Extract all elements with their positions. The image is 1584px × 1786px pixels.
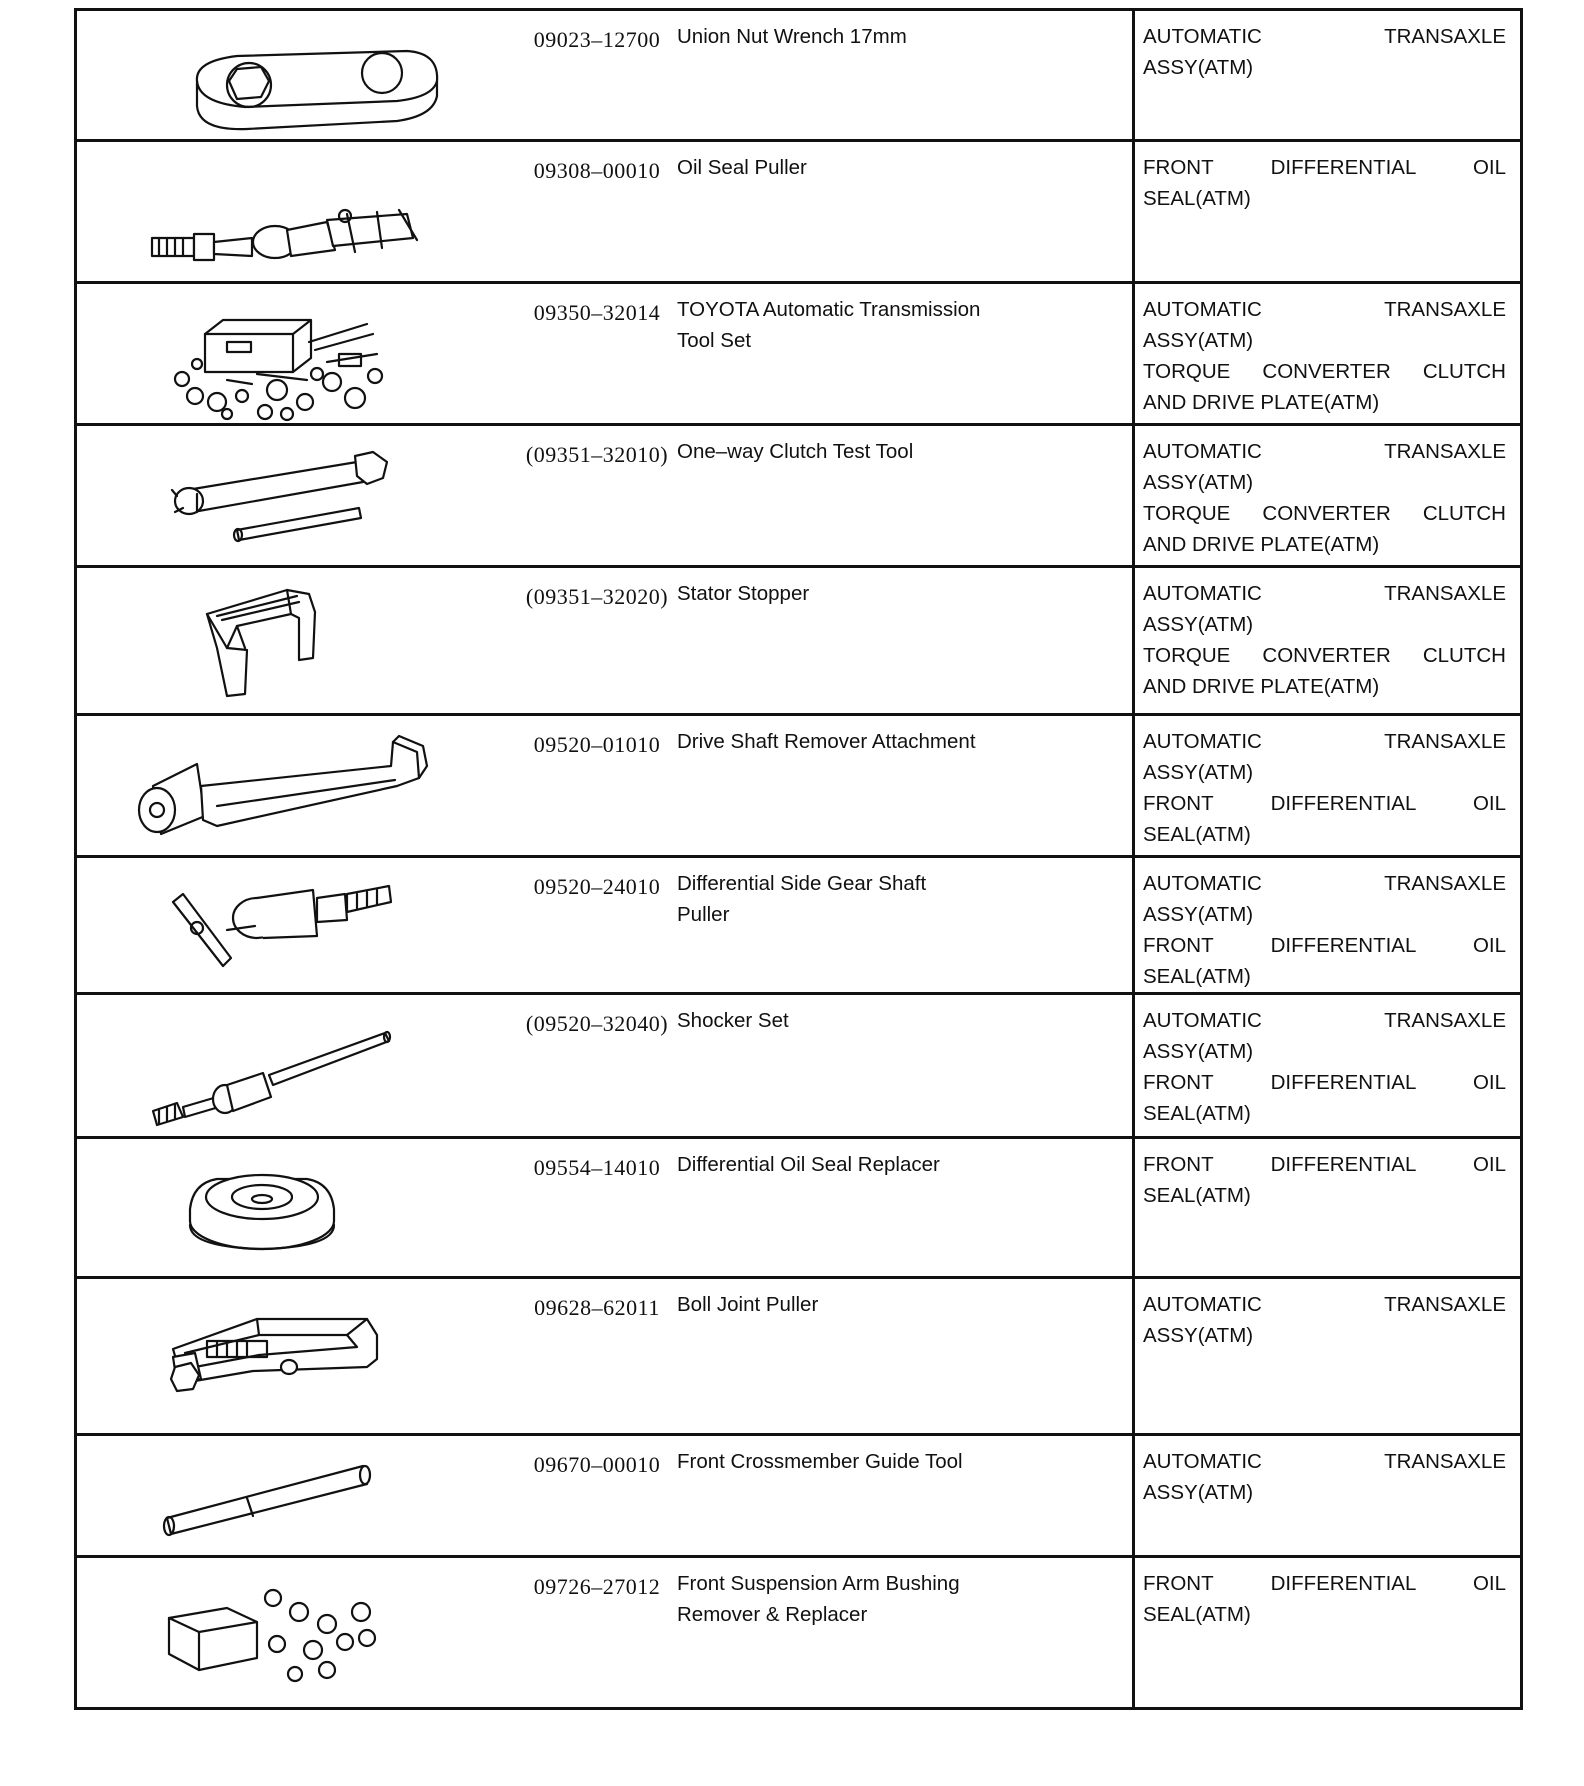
bushing-remover-icon — [77, 1558, 547, 1710]
part-number: (09351–32020) — [525, 584, 669, 609]
tool-name-line: Tool Set — [677, 329, 752, 352]
part-number: (09351–32010) — [525, 442, 669, 467]
usage-text — [1143, 1568, 1506, 1630]
tool-name-line: Stator Stopper — [677, 582, 810, 605]
usage-line: ASSY(ATM) — [1143, 1481, 1254, 1504]
usage-line: AND DRIVE PLATE(ATM) — [1143, 391, 1380, 414]
tool-name — [677, 1149, 1037, 1180]
usage-cell — [1134, 994, 1522, 1138]
side-gear-puller-icon — [77, 858, 547, 984]
table-row — [76, 994, 1522, 1138]
table-row — [76, 715, 1522, 857]
table-row — [76, 857, 1522, 994]
part-number: 09628–62011 — [534, 1295, 660, 1320]
oil-seal-puller-icon — [77, 142, 547, 284]
usage-cell — [1134, 857, 1522, 994]
tool-name — [677, 436, 1037, 467]
usage-line: ASSY(ATM) — [1143, 56, 1254, 79]
tool-cell — [76, 715, 1134, 857]
special-service-tools-table — [74, 8, 1523, 1710]
part-number: 09554–14010 — [533, 1155, 661, 1180]
usage-text — [1143, 578, 1506, 702]
usage-line: SEAL(ATM) — [1143, 1603, 1251, 1626]
usage-cell — [1134, 283, 1522, 425]
usage-line: FRONT DIFFERENTIAL OIL — [1143, 1572, 1506, 1595]
tool-cell — [76, 857, 1134, 994]
usage-text — [1143, 1289, 1506, 1351]
usage-line: SEAL(ATM) — [1143, 1102, 1251, 1125]
usage-line: AUTOMATIC TRANSAXLE — [1143, 582, 1506, 605]
usage-line: FRONT DIFFERENTIAL OIL — [1143, 1071, 1506, 1094]
usage-cell — [1134, 1278, 1522, 1435]
tool-name-line: Boll Joint Puller — [677, 1293, 819, 1316]
oil-seal-replacer-icon — [77, 1139, 547, 1279]
usage-line: SEAL(ATM) — [1143, 823, 1251, 846]
usage-line: AUTOMATIC TRANSAXLE — [1143, 730, 1506, 753]
part-number: (09520–32040) — [525, 1011, 669, 1036]
table-row — [76, 1435, 1522, 1557]
usage-line: ASSY(ATM) — [1143, 471, 1254, 494]
tool-name-line: Differential Side Gear Shaft — [677, 872, 927, 895]
usage-line: TORQUE CONVERTER CLUTCH — [1143, 644, 1506, 667]
part-number: 09726–27012 — [533, 1574, 661, 1599]
tool-name-line: Union Nut Wrench 17mm — [677, 25, 907, 48]
usage-line: TORQUE CONVERTER CLUTCH — [1143, 360, 1506, 383]
usage-line: FRONT DIFFERENTIAL OIL — [1143, 156, 1506, 179]
usage-line: AUTOMATIC TRANSAXLE — [1143, 25, 1506, 48]
usage-text — [1143, 294, 1506, 418]
tool-cell — [76, 567, 1134, 715]
usage-cell — [1134, 10, 1522, 141]
tool-cell — [76, 425, 1134, 567]
part-number: 09520–24010 — [533, 874, 661, 899]
tool-name — [677, 294, 1037, 356]
part-number: 09308–00010 — [533, 158, 661, 183]
tool-name-line: Drive Shaft Remover Attachment — [677, 730, 976, 753]
usage-line: AND DRIVE PLATE(ATM) — [1143, 675, 1380, 698]
usage-line: FRONT DIFFERENTIAL OIL — [1143, 934, 1506, 957]
drive-shaft-remover-icon — [77, 716, 547, 858]
tool-name — [677, 1289, 1037, 1320]
tool-cell — [76, 1435, 1134, 1557]
usage-line: AUTOMATIC TRANSAXLE — [1143, 440, 1506, 463]
tool-name-line: Front Suspension Arm Bushing — [677, 1572, 960, 1595]
union-nut-wrench-icon — [77, 11, 547, 142]
usage-line: AND DRIVE PLATE(ATM) — [1143, 533, 1380, 556]
tool-cell — [76, 283, 1134, 425]
usage-line: ASSY(ATM) — [1143, 1324, 1254, 1347]
clutch-test-tool-icon — [77, 426, 547, 568]
table-row — [76, 283, 1522, 425]
tool-name — [677, 726, 1037, 757]
usage-line: SEAL(ATM) — [1143, 187, 1251, 210]
usage-line: ASSY(ATM) — [1143, 903, 1254, 926]
table-row — [76, 1138, 1522, 1278]
tool-name-line: One–way Clutch Test Tool — [677, 440, 914, 463]
usage-line: ASSY(ATM) — [1143, 329, 1254, 352]
table-row — [76, 1557, 1522, 1709]
tool-cell — [76, 141, 1134, 283]
table-row — [76, 141, 1522, 283]
part-number: 09350–32014 — [533, 300, 661, 325]
usage-text — [1143, 1446, 1506, 1508]
usage-text — [1143, 152, 1506, 214]
usage-cell — [1134, 1557, 1522, 1709]
table-row — [76, 425, 1522, 567]
part-number: 09670–00010 — [533, 1452, 661, 1477]
tool-cell — [76, 1557, 1134, 1709]
usage-line: AUTOMATIC TRANSAXLE — [1143, 1009, 1506, 1032]
table-row — [76, 10, 1522, 141]
usage-text — [1143, 1005, 1506, 1129]
tool-cell — [76, 1278, 1134, 1435]
table-row — [76, 1278, 1522, 1435]
shocker-set-icon — [77, 995, 547, 1139]
tool-name — [677, 1446, 1037, 1477]
tool-name-line: Oil Seal Puller — [677, 156, 807, 179]
usage-line: AUTOMATIC TRANSAXLE — [1143, 1450, 1506, 1473]
usage-line: AUTOMATIC TRANSAXLE — [1143, 1293, 1506, 1316]
tool-name-line: Puller — [677, 903, 730, 926]
usage-line: ASSY(ATM) — [1143, 761, 1254, 784]
usage-text — [1143, 868, 1506, 992]
usage-cell — [1134, 1138, 1522, 1278]
tool-name-line: TOYOTA Automatic Transmission — [677, 298, 981, 321]
tool-name — [677, 578, 1037, 609]
usage-line: SEAL(ATM) — [1143, 1184, 1251, 1207]
usage-text — [1143, 726, 1506, 850]
guide-tool-icon — [77, 1436, 547, 1558]
usage-line: AUTOMATIC TRANSAXLE — [1143, 872, 1506, 895]
tool-name-line: Shocker Set — [677, 1009, 789, 1032]
usage-text — [1143, 21, 1506, 83]
usage-cell — [1134, 425, 1522, 567]
usage-cell — [1134, 567, 1522, 715]
usage-line: ASSY(ATM) — [1143, 613, 1254, 636]
tool-name — [677, 1568, 1037, 1630]
tool-cell — [76, 994, 1134, 1138]
stator-stopper-icon — [77, 568, 547, 716]
tool-name-line: Differential Oil Seal Replacer — [677, 1153, 940, 1176]
usage-line: ASSY(ATM) — [1143, 1040, 1254, 1063]
tool-name — [677, 1005, 1037, 1036]
tool-name — [677, 21, 1037, 52]
usage-line: TORQUE CONVERTER CLUTCH — [1143, 502, 1506, 525]
table-row — [76, 567, 1522, 715]
part-number: 09023–12700 — [533, 27, 661, 52]
tool-name — [677, 152, 1037, 183]
usage-cell — [1134, 141, 1522, 283]
usage-text — [1143, 1149, 1506, 1211]
usage-line: SEAL(ATM) — [1143, 965, 1251, 988]
usage-cell — [1134, 1435, 1522, 1557]
usage-line: FRONT DIFFERENTIAL OIL — [1143, 1153, 1506, 1176]
tool-name-line: Remover & Replacer — [677, 1603, 868, 1626]
table-body — [76, 10, 1522, 1709]
ball-joint-puller-icon — [77, 1279, 547, 1436]
usage-text — [1143, 436, 1506, 560]
tool-set-icon — [77, 284, 547, 426]
tool-name-line: Front Crossmember Guide Tool — [677, 1450, 963, 1473]
usage-cell — [1134, 715, 1522, 857]
tool-cell — [76, 10, 1134, 141]
tool-cell — [76, 1138, 1134, 1278]
usage-line: AUTOMATIC TRANSAXLE — [1143, 298, 1506, 321]
usage-line: FRONT DIFFERENTIAL OIL — [1143, 792, 1506, 815]
part-number: 09520–01010 — [533, 732, 661, 757]
tool-name — [677, 868, 1037, 930]
